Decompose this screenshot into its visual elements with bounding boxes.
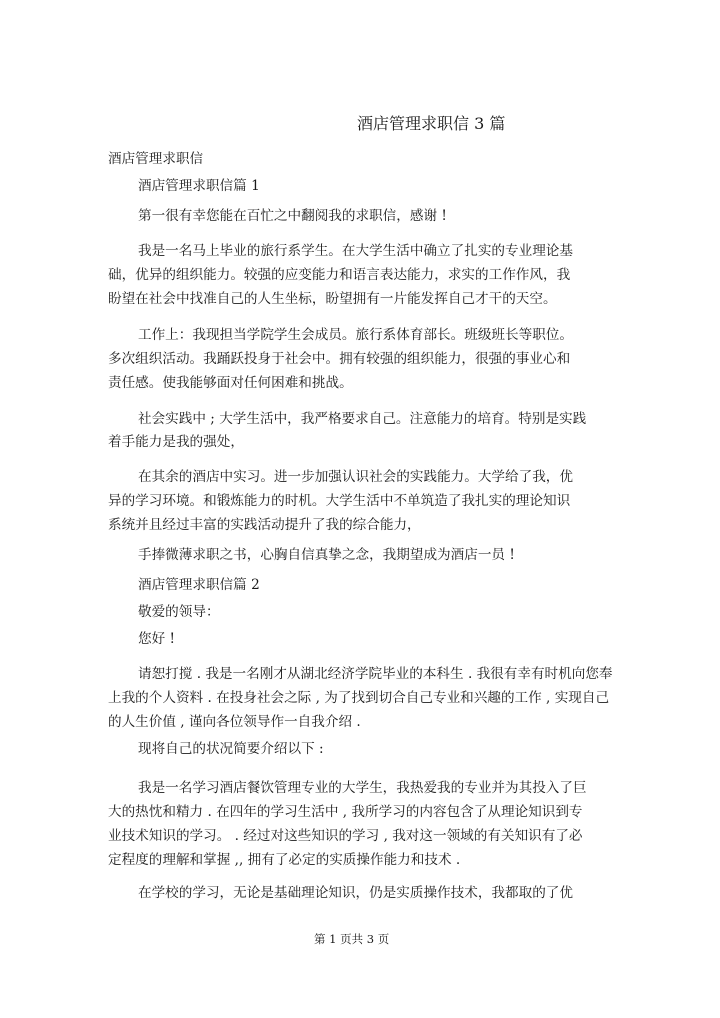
letter1-para2-line1: 我是一名马上毕业的旅行系学生。在大学生活中确立了扎实的专业理论基	[138, 243, 573, 259]
letter1-para2-line2: 础，优异的组织能力。较强的应变能力和语言表达能力，求实的工作作风，我	[108, 267, 571, 283]
letter1-para3-line3: 责任感。使我能够面对任何困难和挑战。	[108, 375, 353, 391]
document-title: 酒店管理求职信 3 篇	[357, 114, 506, 133]
letter1-heading: 酒店管理求职信篇 1	[138, 178, 260, 194]
letter1-para1: 第一很有幸您能在百忙之中翻阅我的求职信，感谢 !	[138, 208, 447, 224]
letter1-para5-line3: 系统并且经过丰富的实践活动提升了我的综合能力，	[108, 517, 421, 533]
letter2-para1-line1: 请恕打搅 . 我是一名刚才从湖北经济学院毕业的本科生 . 我很有幸有时机向您奉	[138, 666, 613, 682]
letter2-para1-line3: 的人生价值 , 谨向各位领导作一自我介绍 .	[108, 714, 361, 730]
letter1-para4-line1: 社会实践中 ; 大学生活中，我严格要求自己。注意能力的培育。特别是实践	[138, 411, 587, 427]
page-footer: 第 1 页共 3 页	[314, 932, 390, 946]
letter1-para2-line3: 盼望在社会中找准自己的人生坐标，盼望拥有一片能发挥自己才干的天空。	[108, 291, 557, 307]
letter2-para3-line3: 业技术知识的学习。 . 经过对这些知识的学习 , 我对这一领域的有关知识有了必	[108, 828, 583, 844]
document-subtitle: 酒店管理求职信	[108, 151, 204, 167]
letter2-para3-line4: 定程度的理解和掌握 ,, 拥有了必定的实质操作能力和技术 .	[108, 852, 461, 868]
letter1-para3-line2: 多次组织活动。我踊跃投身于社会中。拥有较强的组织能力，很强的事业心和	[108, 351, 571, 367]
letter1-para4-line2: 着手能力是我的强处，	[108, 434, 244, 450]
letter1-para6: 手捧微薄求职之书，心胸自信真挚之念，我期望成为酒店一员 !	[138, 547, 515, 563]
letter2-salutation: 敬爱的领导：	[138, 604, 220, 620]
letter2-para4: 在学校的学习，无论是基础理论知识，仍是实质操作技术，我都取的了优	[138, 885, 573, 901]
letter2-greeting: 您好 !	[138, 631, 175, 647]
letter2-para3-line1: 我是一名学习酒店餐饮管理专业的大学生，我热爱我的专业并为其投入了巨	[138, 780, 587, 796]
letter1-para5-line2: 异的学习环境。和锻炼能力的时机。大学生活中不单筑造了我扎实的理论知识	[108, 493, 571, 509]
letter1-para3-line1: 工作上：我现担当学院学生会成员。旅行系体育部长。班级班长等职位。	[138, 327, 573, 343]
letter2-para1-line2: 上我的个人资料 . 在投身社会之际 , 为了找到切合自己专业和兴趣的工作 , 实现自己	[108, 690, 610, 706]
letter2-heading: 酒店管理求职信篇 2	[138, 577, 260, 593]
letter2-para2: 现将自己的状况简要介绍以下 :	[138, 741, 324, 757]
letter2-para3-line2: 大的热忱和精力 . 在四年的学习生活中 , 我所学习的内容包含了从理论知识到专	[108, 804, 583, 820]
letter1-para5-line1: 在其余的酒店中实习。进一步加强认识社会的实践能力。大学给了我，优	[138, 469, 573, 485]
